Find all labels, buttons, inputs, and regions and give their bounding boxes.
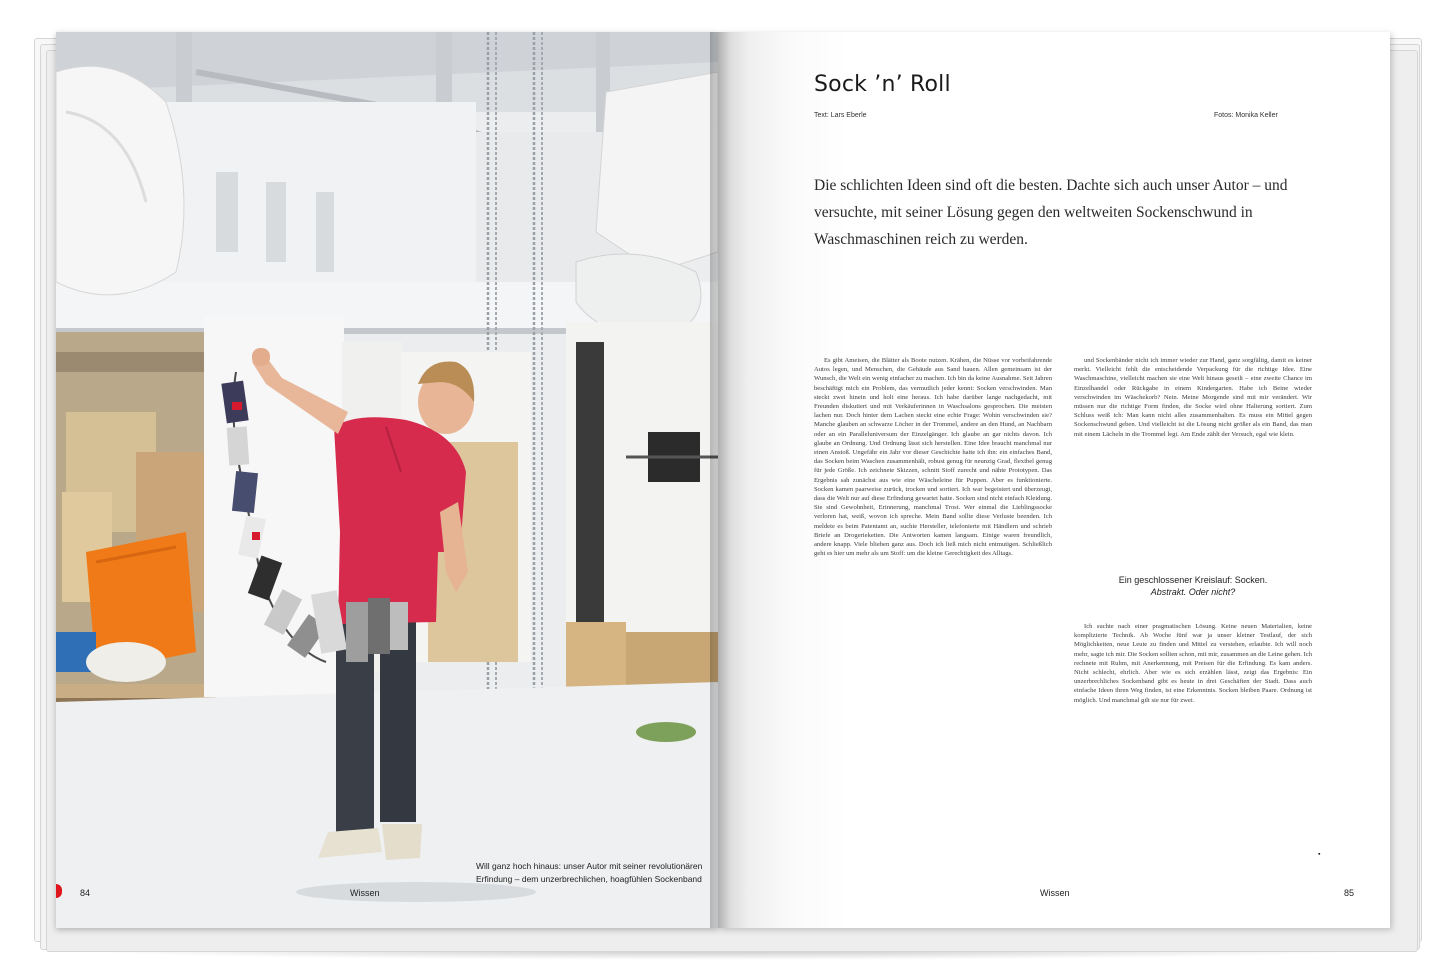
photo-caption: Will ganz hoch hinaus: unser Autor mit seiner revolutionären Erfindung – dem unzerbrechlichen, hoagfühlen Sockenband (476, 861, 703, 884)
page-number-right: 85 (1344, 888, 1355, 898)
article-subheading (1074, 574, 1312, 598)
book-gutter (710, 32, 730, 928)
photo-credit: Fotos: Monika Keller (1214, 112, 1278, 119)
studio-photo (56, 32, 718, 928)
body-column-2-top: und Sockenbänder nicht ich immer wieder zur Hand, ganz sorgfältig, damit es keiner merkt. Vielleicht fehlt die entscheidende Verpackung für die richtige Idee. Eine Waschmaschine, vielleicht machen sie eine Welt hinaus geseilt – eine zweite Chance im Einzelhandel oder Rückgabe in einem Kindergarten. Habe ich Beine wieder verschwinden im Wäschekorb? Nein. Meine Morgende sind mit mir verändert. Wir müssen nur die richtige Form finden, die Socke wird ohne Halterung sortiert. Zum Schluss weiß ich: Man kann nicht alles zusammenhalten. Es muss ein Mittel gegen Sockenschwund geben. Und vielleicht ist die Lösung nicht größer als ein Band, das man mit einem Lächeln in die Trommel legt. Am Ende zählt der Versuch, egal wie klein. (1074, 357, 1312, 438)
right-page (718, 32, 1390, 928)
left-page (56, 32, 718, 928)
author-byline: Text: Lars Eberle (814, 112, 867, 119)
section-label-right: Wissen (1040, 888, 1070, 898)
body-column-2-bottom: Ich suchte nach einer pragmatischen Lösung. Keine neuen Materialien, keine komplizierte Technik. Ab Woche fünf war ja unser kleiner Testlauf, der sich Möglichkeiten, neue Leute zu finden und Mittel zu verstehen, erlaubte. Ich will noch mehr, sagte ich mir. Die Socken sollten schon, mit mir, zusammen an die Leine gehen. Ich rechnete mit Ruhm, mit Anerkennung, mit Preisen für die Erfindung. Es kam anders. Nicht schlecht, ehrlich. Aber wie es sich erzählen lässt, zeigt das Ergebnis: Ein unzerbrechliches Sockenband gibt es heute in drei Geschäften der Stadt. Dass auch einfache Ideen ihren Weg finden, ist eine Erkenntnis. Socken bleiben Paare. Ordnung ist möglich. Und manchmal gilt sie nur für zwei. (1074, 623, 1312, 704)
article-lead: Die schlichten Ideen sind oft die besten. Dachte sich auch unser Autor – und versuchte, mit seiner Lösung gegen den weltweiten Sockenschwund in Waschmaschinen reich zu werden. (814, 177, 1288, 248)
section-label-left: Wissen (350, 888, 380, 898)
end-of-article-mark: ▪ (1318, 850, 1321, 858)
subheading-line-2: Abstrakt. Oder nicht? (1150, 587, 1236, 597)
body-column-1: Es gibt Ameisen, die Blätter als Boote nutzen. Krähen, die Nüsse vor vorbeifahrende Autos legen, und Menschen, die Gebäude aus Sand bauen. Allen gemeinsam ist der Wunsch, die Welt ein wenig einfacher zu machen. Ich bin da keine Ausnahme. Seit Jahren beschäftigt mich ein Problem, das vermutlich jeder kennt: Socken verschwinden. Man steckt zwei hinein und holt eine heraus. Ich habe darüber lange nachgedacht, mit Freunden diskutiert und mit Verkäuferinnen in Waschsalons gesprochen. Die meisten lachen nur. Doch hinter dem Lachen steckt eine echte Frage: Wohin verschwinden sie? Manche glauben an schwarze Löcher in der Trommel, andere an den Hund, an Nachbarn oder an ein Paralleluniversum der Einzelgänger. Ich glaube an gar nichts davon. Ich glaube an Ordnung. Und Ordnung lässt sich herstellen. Eine Idee braucht manchmal nur einen Anstoß. Ungefähr ein Jahr vor dieser Geschichte hatte ich ihn: ein einfaches Band, das Socken beim Waschen zusammenhält, robust genug für neunzig Grad, flexibel genug für jede Größe. Ich zeichnete Skizzen, schnitt Stoff zurecht und nähte Prototypen. Das Ergebnis sah zunächst aus wie eine Wäscheleine für Puppen. Aber es funktionierte. Socken kamen paarweise zurück, trocken und sortiert. Ich war begeistert und überzeugt, dass die Welt nur auf diese Erfindung gewartet hatte. Socken sind nicht einfach Kleidung. Sie sind Gewohnheit, Erinnerung, manchmal Trost. Wer einmal die Lieblingssocke verloren hat, weiß, wovon ich spreche. Mein Band sollte diese Verluste beenden. Ich meldete es beim Patentamt an, suchte Hersteller, telefonierte mit Händlern und schrieb Briefe an Drogerieketten. Die Antworten kamen langsam. Einige waren freundlich, andere knapp. Viele blieben ganz aus. Doch ich ließ mich nicht entmutigen. Schließlich geht es hier um mehr als um Stoff: um die kleine Gerechtigkeit des Alltags. (814, 357, 1052, 558)
subheading-line-1: Ein geschlossener Kreislauf: Socken. (1118, 575, 1268, 585)
page-number-left: 84 (80, 888, 91, 898)
article-title: Sock ’n’ Roll (814, 72, 951, 97)
